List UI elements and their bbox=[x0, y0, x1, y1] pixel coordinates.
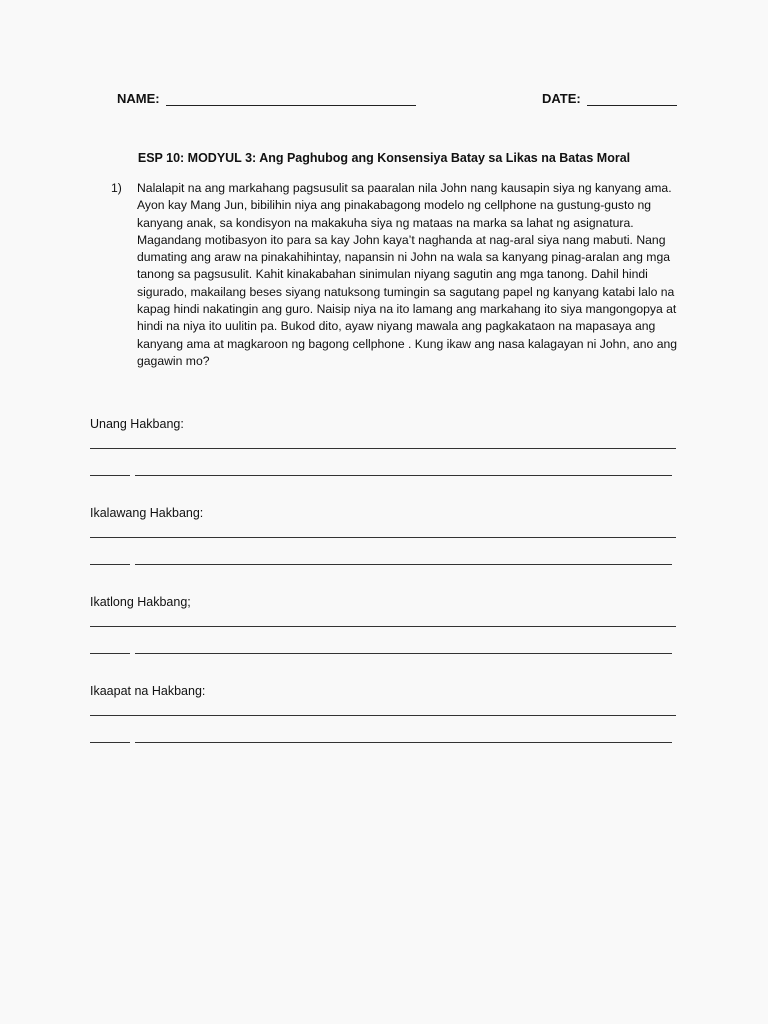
step-1-label: Unang Hakbang: bbox=[90, 417, 184, 431]
question-number: 1) bbox=[111, 181, 122, 195]
step-4-answer-line-1[interactable] bbox=[90, 714, 676, 741]
step-2-label: Ikalawang Hakbang: bbox=[90, 506, 204, 520]
step-2 bbox=[90, 506, 676, 590]
name-label: NAME: bbox=[117, 91, 160, 106]
name-blank-line[interactable] bbox=[166, 91, 416, 106]
step-1 bbox=[90, 417, 676, 501]
date-blank-line[interactable] bbox=[587, 91, 677, 106]
step-4-label: Ikaapat na Hakbang: bbox=[90, 684, 206, 698]
question-text: Nalalapit na ang markahang pagsusulit sa paaralan nila John nang kausapin siya ng kanyang ama. Ayon kay Mang Jun, bibilihin niya ang pinakabagong modelo ng cellphone na gustung-gusto ng kanyang anak, sa kondisyon na makakuha siya ng mataas na marka sa lahat ng asignatura. Magandang motibasyon ito para sa kay John kaya’t naghanda at nag-aral siya nang mabuti. Nang dumating ang araw na pinakahihintay, napansin ni John na wala sa kanyang pinag-aralan ang mga tanong sa pagsusulit. Kahit kinakabahan sinimulan niyang sagutin ang mga tanong. Dahil hindi sigurado, makailang beses siyang natuksong tumingin sa sagutang papel ng kanyang katabi lalo na kapag hindi nakatingin ang guro. Naisip niya na ito lamang ang markahang ito siya mangongopya at hindi na niya ito uulitin pa. Bukod dito, ayaw niyang mawala ang pagkakataon na mapasaya ang kanyang ama at magkaroon ng bagong cellphone . Kung ikaw ang nasa kalagayan ni John, ano ang gagawin mo? bbox=[137, 181, 678, 368]
question-1 bbox=[111, 180, 691, 370]
step-4-answer-line-2[interactable] bbox=[90, 741, 676, 768]
name-field bbox=[117, 91, 416, 106]
step-2-answer-line-2[interactable] bbox=[90, 563, 676, 590]
header-row bbox=[117, 91, 672, 111]
step-1-answer-line-1[interactable] bbox=[90, 447, 676, 474]
page-title: ESP 10: MODYUL 3: Ang Paghubog ang Konsensiya Batay sa Likas na Batas Moral bbox=[137, 151, 631, 165]
date-label: DATE: bbox=[542, 91, 581, 106]
step-3 bbox=[90, 595, 676, 679]
step-4 bbox=[90, 684, 676, 768]
step-2-answer-line-1[interactable] bbox=[90, 536, 676, 563]
step-3-answer-line-1[interactable] bbox=[90, 625, 676, 652]
step-3-label: Ikatlong Hakbang; bbox=[90, 595, 191, 609]
step-1-answer-line-2[interactable] bbox=[90, 474, 676, 501]
step-3-answer-line-2[interactable] bbox=[90, 652, 676, 679]
date-field bbox=[542, 91, 677, 106]
